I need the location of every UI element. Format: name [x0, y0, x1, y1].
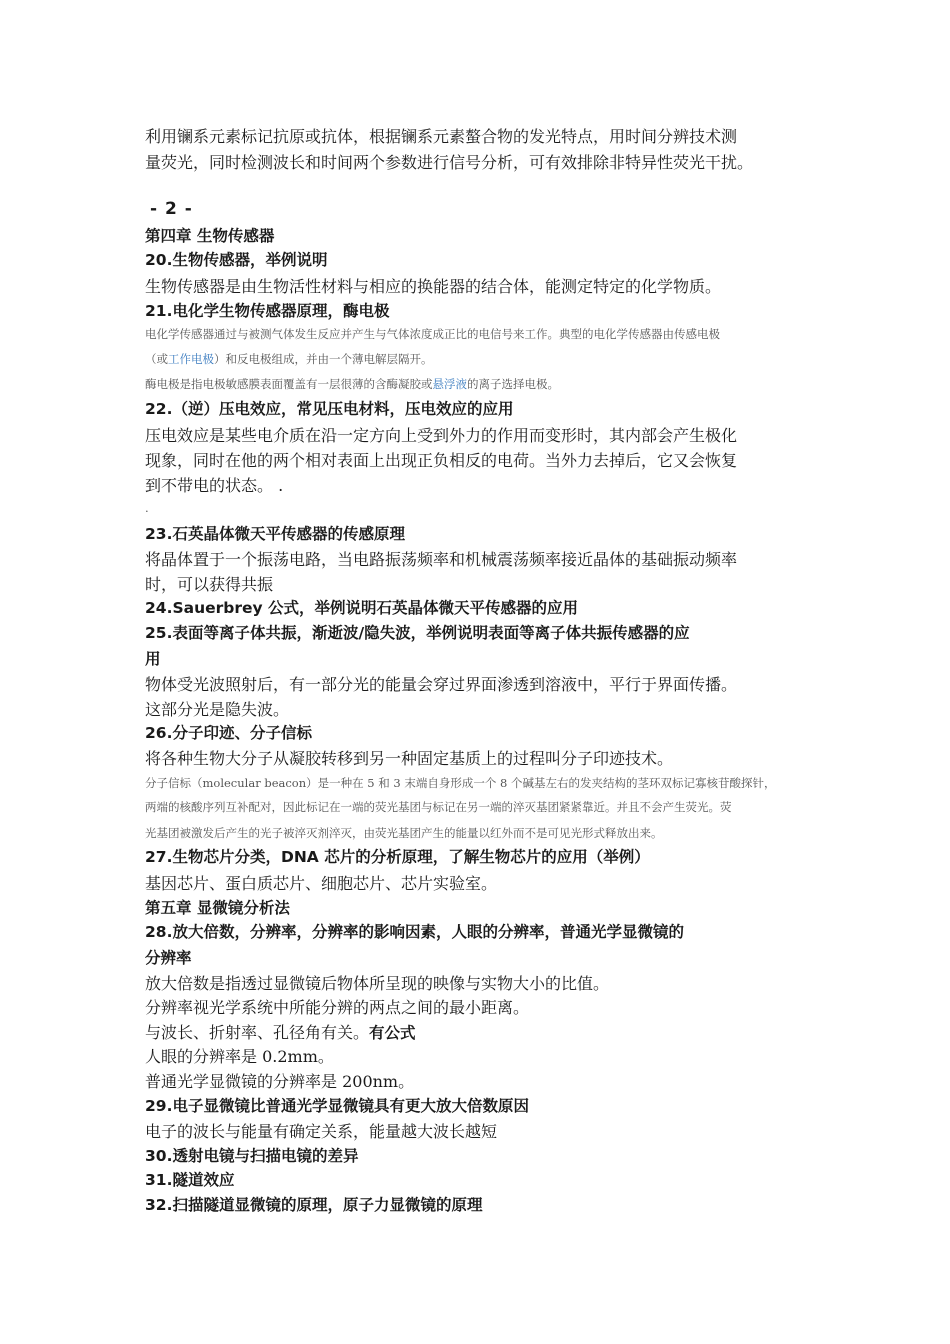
answer-line: 将晶体置于一个振荡电路，当电路振荡频率和机械震荡频率接近晶体的基础振动频率 [145, 550, 738, 569]
paragraph-line: 利用镧系元素标记抗原或抗体，根据镧系元素螯合物的发光特点，用时间分辨技术测 [145, 127, 738, 146]
question-heading: 20.生物传感器，举例说明 [145, 251, 328, 269]
answer-line: 普通光学显微镜的分辨率是 200nm。 [145, 1072, 415, 1091]
answer-line: 到不带电的状态。 . [145, 476, 284, 495]
answer-line-small: 分子信标（molecular beacon）是一种在 5 和 3 末端自身形成一个 8 个碱基左右的发夹结构的茎环双标记寡核苷酸探针， [145, 776, 776, 790]
chapter-heading: 第五章 显微镜分析法 [145, 898, 290, 917]
text: 与波长、折射率、孔径角有关。 [145, 1023, 370, 1042]
text: 的离子选择电极。 [467, 377, 559, 391]
question-heading: 22.（逆）压电效应，常见压电材料，压电效应的应用 [145, 400, 514, 418]
answer-line: 分辨率视光学系统中所能分辨的两点之间的最小距离。 [145, 998, 530, 1017]
question-heading: 24.Sauerbrey 公式，举例说明石英晶体微天平传感器的应用 [145, 599, 579, 617]
answer-line: 压电效应是某些电介质在沿一定方向上受到外力的作用而变形时，其内部会产生极化 [145, 426, 738, 445]
answer-line: 物体受光波照射后，有一部分光的能量会穿过界面渗透到溶液中，平行于界面传播。 [145, 675, 738, 694]
question-heading: 27.生物芯片分类，DNA 芯片的分析原理，了解生物芯片的应用（举例） [145, 848, 650, 866]
answer-line-small: 光基团被激发后产生的光子被淬灭剂淬灭，由荧光基团产生的能量以红外而不是可见光形式释放出来。 [145, 826, 663, 840]
stray-dot: . [145, 501, 149, 515]
answer-line: 将各种生物大分子从凝胶转移到另一种固定基质上的过程叫分子印迹技术。 [145, 749, 674, 768]
link-working-electrode[interactable]: 工作电极 [168, 352, 214, 366]
question-heading: 用 [145, 650, 161, 668]
answer-line [145, 1023, 416, 1043]
question-heading: 28.放大倍数，分辨率，分辨率的影响因素，人眼的分辨率，普通光学显微镜的 [145, 923, 684, 941]
answer-line-small [145, 378, 559, 392]
answer-line-small: 电化学传感器通过与被测气体发生反应并产生与气体浓度成正比的电信号来工作。典型的电化学传感器由传感电极 [145, 327, 720, 341]
paragraph-line: 量荧光，同时检测波长和时间两个参数进行信号分析，可有效排除非特异性荧光干扰。 [145, 153, 754, 172]
text: ）和反电极组成，并由一个薄电解层隔开。 [214, 352, 433, 366]
answer-line: 电子的波长与能量有确定关系，能量越大波长越短 [145, 1122, 498, 1141]
question-heading: 25.表面等离子体共振，渐逝波/隐失波，举例说明表面等离子体共振传感器的应 [145, 624, 690, 642]
question-heading: 30.透射电镜与扫描电镜的差异 [145, 1147, 359, 1165]
question-heading: 21.电化学生物传感器原理，酶电极 [145, 302, 390, 320]
chapter-heading: 第四章 生物传感器 [145, 226, 275, 245]
link-suspension[interactable]: 悬浮液 [432, 377, 467, 391]
answer-line: 生物传感器是由生物活性材料与相应的换能器的结合体，能测定特定的化学物质。 [145, 277, 722, 296]
question-heading: 26.分子印迹、分子信标 [145, 724, 312, 742]
answer-line-small [145, 353, 433, 367]
text-bold: 有公式 [369, 1024, 416, 1042]
text: （或 [145, 352, 168, 366]
text: 酶电极是指电极敏感膜表面覆盖有一层很薄的含酶凝胶或 [145, 377, 433, 391]
question-heading: 23.石英晶体微天平传感器的传感原理 [145, 525, 405, 543]
answer-line: 放大倍数是指透过显微镜后物体所呈现的映像与实物大小的比值。 [145, 974, 610, 993]
answer-line: 时，可以获得共振 [145, 575, 274, 594]
question-heading: 分辨率 [145, 949, 192, 967]
answer-line-small: 两端的核酸序列互补配对，因此标记在一端的荧光基团与标记在另一端的淬灭基团紧紧靠近。并且不会产生荧光。荧 [145, 800, 732, 814]
page-number: - 2 - [150, 199, 193, 219]
answer-line: 这部分光是隐失波。 [145, 700, 290, 719]
question-heading: 32.扫描隧道显微镜的原理，原子力显微镜的原理 [145, 1196, 483, 1214]
answer-line: 基因芯片、蛋白质芯片、细胞芯片、芯片实验室。 [145, 874, 498, 893]
question-heading: 31.隧道效应 [145, 1171, 235, 1189]
answer-line: 人眼的分辨率是 0.2mm。 [145, 1047, 334, 1066]
question-heading: 29.电子显微镜比普通光学显微镜具有更大放大倍数原因 [145, 1097, 529, 1115]
answer-line: 现象，同时在他的两个相对表面上出现正负相反的电荷。当外力去掉后，它又会恢复 [145, 451, 738, 470]
